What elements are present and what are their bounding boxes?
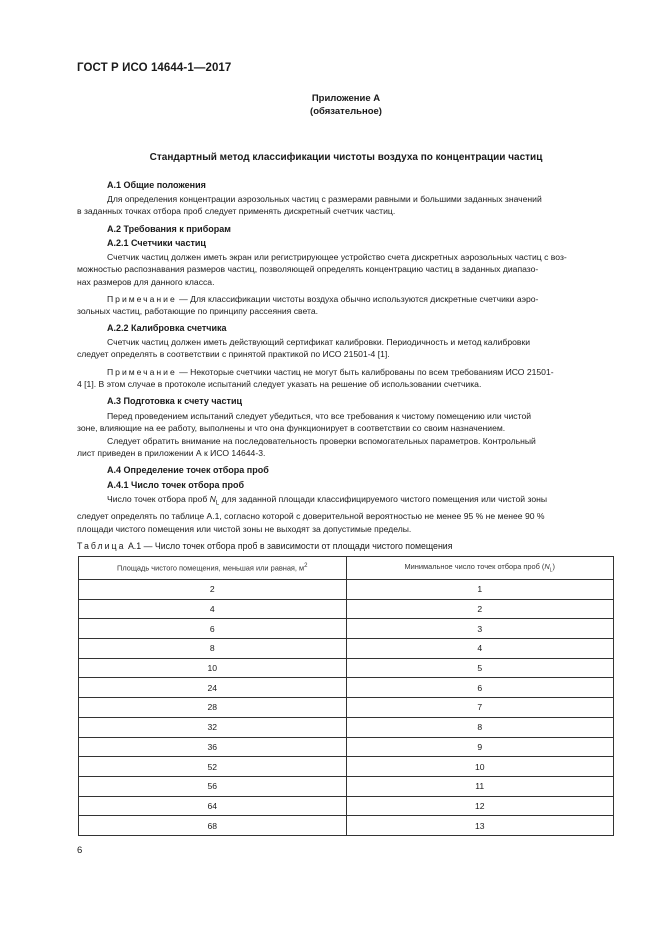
heading-a41: А.4.1 Число точек отбора проб bbox=[107, 480, 244, 490]
text-line bbox=[77, 366, 615, 378]
text-line: зольных частиц, работающие по принципу рассеяния света. bbox=[77, 306, 318, 317]
symbol-sub: L bbox=[215, 500, 220, 507]
cell-area: 56 bbox=[79, 776, 347, 796]
cell-points: 5 bbox=[346, 658, 614, 678]
heading-a4: А.4 Определение точек отбора проб bbox=[107, 465, 269, 475]
cell-points: 3 bbox=[346, 619, 614, 639]
cell-points: 12 bbox=[346, 796, 614, 816]
text-line: площади чистого помещения или чистой зоны не выходят за допустимые пределы. bbox=[77, 523, 412, 534]
table-row bbox=[79, 776, 614, 796]
appendix-title-block bbox=[76, 92, 616, 118]
cell-area: 36 bbox=[79, 737, 347, 757]
text-fragment: Число точек отбора проб bbox=[107, 494, 210, 504]
text-line bbox=[77, 293, 615, 305]
text-line: лист приведен в приложении А к ИСО 14644-3. bbox=[77, 448, 266, 459]
text-line: Счетчик частиц должен иметь экран или регистрирующее устройство счета дискретных аэрозольных частиц с воз- bbox=[107, 252, 567, 262]
cell-area: 64 bbox=[79, 796, 347, 816]
header-text: Площадь чистого помещения, меньшая или равная, м bbox=[117, 563, 305, 573]
table-row bbox=[79, 599, 614, 619]
text-line: следует определять в соответствии с принятой практикой по ИСО 21501-4 [1]. bbox=[77, 349, 390, 360]
text-line: нах размеров для данного класса. bbox=[77, 276, 215, 287]
table-header-row bbox=[79, 557, 614, 580]
cell-points: 11 bbox=[346, 776, 614, 796]
table-row bbox=[79, 580, 614, 600]
table-caption bbox=[77, 541, 452, 551]
col-area-header bbox=[79, 557, 347, 580]
header-sup: 2 bbox=[304, 563, 308, 570]
page-number: 6 bbox=[77, 845, 83, 856]
cell-area: 6 bbox=[79, 619, 347, 639]
heading-a22: А.2.2 Калибровка счетчика bbox=[107, 323, 227, 333]
table-row bbox=[79, 698, 614, 718]
table-row bbox=[79, 619, 614, 639]
paragraph-a1 bbox=[77, 193, 615, 218]
table-caption-text: А.1 — Число точек отбора проб в зависимости от площади чистого помещения bbox=[125, 541, 453, 551]
note-text: — Для классификации чистоты воздуха обычно используются дискретные счетчики аэро- bbox=[176, 294, 539, 304]
cell-points: 2 bbox=[346, 599, 614, 619]
sampling-points-table bbox=[78, 556, 614, 836]
paragraph-a41 bbox=[77, 493, 615, 535]
heading-a2: А.2 Требования к приборам bbox=[107, 224, 231, 234]
text-line: Следует обратить внимание на последовательность проверки вспомогательных параметров. Контрольный bbox=[107, 435, 536, 446]
note-label: Примечание bbox=[107, 367, 177, 377]
text-line: 4 [1]. В этом случае в протоколе испытаний следует указать на решение об использовании счетчика. bbox=[77, 379, 482, 390]
cell-points: 8 bbox=[346, 717, 614, 737]
note-label: Примечание bbox=[107, 294, 177, 304]
heading-a3: А.3 Подготовка к счету частиц bbox=[107, 396, 243, 406]
table-row bbox=[79, 639, 614, 659]
table-row bbox=[79, 796, 614, 816]
header-text: Минимальное число точек отбора проб ( bbox=[404, 562, 545, 572]
cell-area: 24 bbox=[79, 678, 347, 698]
cell-area: 8 bbox=[79, 639, 347, 659]
header-text: ) bbox=[552, 562, 555, 572]
appendix-title: Приложение А bbox=[311, 93, 381, 104]
main-title: Стандартный метод классификации чистоты воздуха по концентрации частиц bbox=[149, 152, 543, 163]
cell-points: 10 bbox=[346, 757, 614, 777]
cell-area: 10 bbox=[79, 658, 347, 678]
heading-a1: А.1 Общие положения bbox=[107, 180, 206, 190]
table-row bbox=[79, 737, 614, 757]
table-row bbox=[79, 816, 614, 836]
paragraph-a3 bbox=[77, 410, 615, 460]
text-line bbox=[77, 493, 615, 510]
cell-area: 32 bbox=[79, 717, 347, 737]
text-line: следует определять по таблице А.1, согласно которой с доверительной вероятностью не менее 95 % не менее 90 % bbox=[77, 511, 545, 522]
cell-points: 4 bbox=[346, 639, 614, 659]
table-row bbox=[79, 678, 614, 698]
cell-area: 52 bbox=[79, 757, 347, 777]
header-symbol: N bbox=[544, 562, 550, 572]
table-caption-label: Таблица bbox=[77, 541, 126, 551]
table-row bbox=[79, 757, 614, 777]
note-1 bbox=[77, 293, 615, 318]
note-2 bbox=[77, 366, 615, 391]
document-header: ГОСТ Р ИСО 14644-1—2017 bbox=[77, 62, 232, 74]
text-line: Счетчик частиц должен иметь действующий сертификат калибровки. Периодичность и метод калибровки bbox=[107, 337, 531, 347]
text-fragment: для заданной площади классифицируемого чистого помещения или чистой зоны bbox=[219, 494, 548, 504]
paragraph-a21 bbox=[77, 251, 615, 288]
cell-area: 4 bbox=[79, 599, 347, 619]
symbol-n: N bbox=[209, 494, 216, 504]
heading-a21: А.2.1 Счетчики частиц bbox=[107, 238, 206, 248]
note-text: — Некоторые счетчики частиц не могут быть калиброваны по всем требованиям ИСО 21501- bbox=[176, 367, 554, 377]
table-row bbox=[79, 717, 614, 737]
text-line: в заданных точках отбора проб следует применять дискретный счетчик частиц. bbox=[77, 206, 396, 217]
cell-points: 13 bbox=[346, 816, 614, 836]
text-line: Для определения концентрации аэрозольных частиц с размерами равными и большими заданных значений bbox=[107, 194, 542, 204]
col-points-header bbox=[346, 557, 614, 580]
cell-area: 2 bbox=[79, 580, 347, 600]
cell-area: 68 bbox=[79, 816, 347, 836]
table-body bbox=[79, 580, 614, 836]
text-line: зоне, влияющие на ее работу, выполнены и что она функционирует в соответствии со своим назначением. bbox=[77, 423, 506, 434]
cell-area: 28 bbox=[79, 698, 347, 718]
text-line: Перед проведением испытаний следует убедиться, что все требования к чистому помещению или чистой bbox=[107, 411, 532, 421]
appendix-subtitle: (обязательное) bbox=[310, 106, 382, 117]
cell-points: 7 bbox=[346, 698, 614, 718]
text-line: можностью распознавания размеров частиц, позволяющей определять концентрацию частиц в заданных диапазо- bbox=[77, 264, 539, 275]
cell-points: 9 bbox=[346, 737, 614, 757]
cell-points: 6 bbox=[346, 678, 614, 698]
table-row bbox=[79, 658, 614, 678]
cell-points: 1 bbox=[346, 580, 614, 600]
header-sub: L bbox=[549, 567, 553, 574]
paragraph-a22 bbox=[77, 336, 615, 361]
